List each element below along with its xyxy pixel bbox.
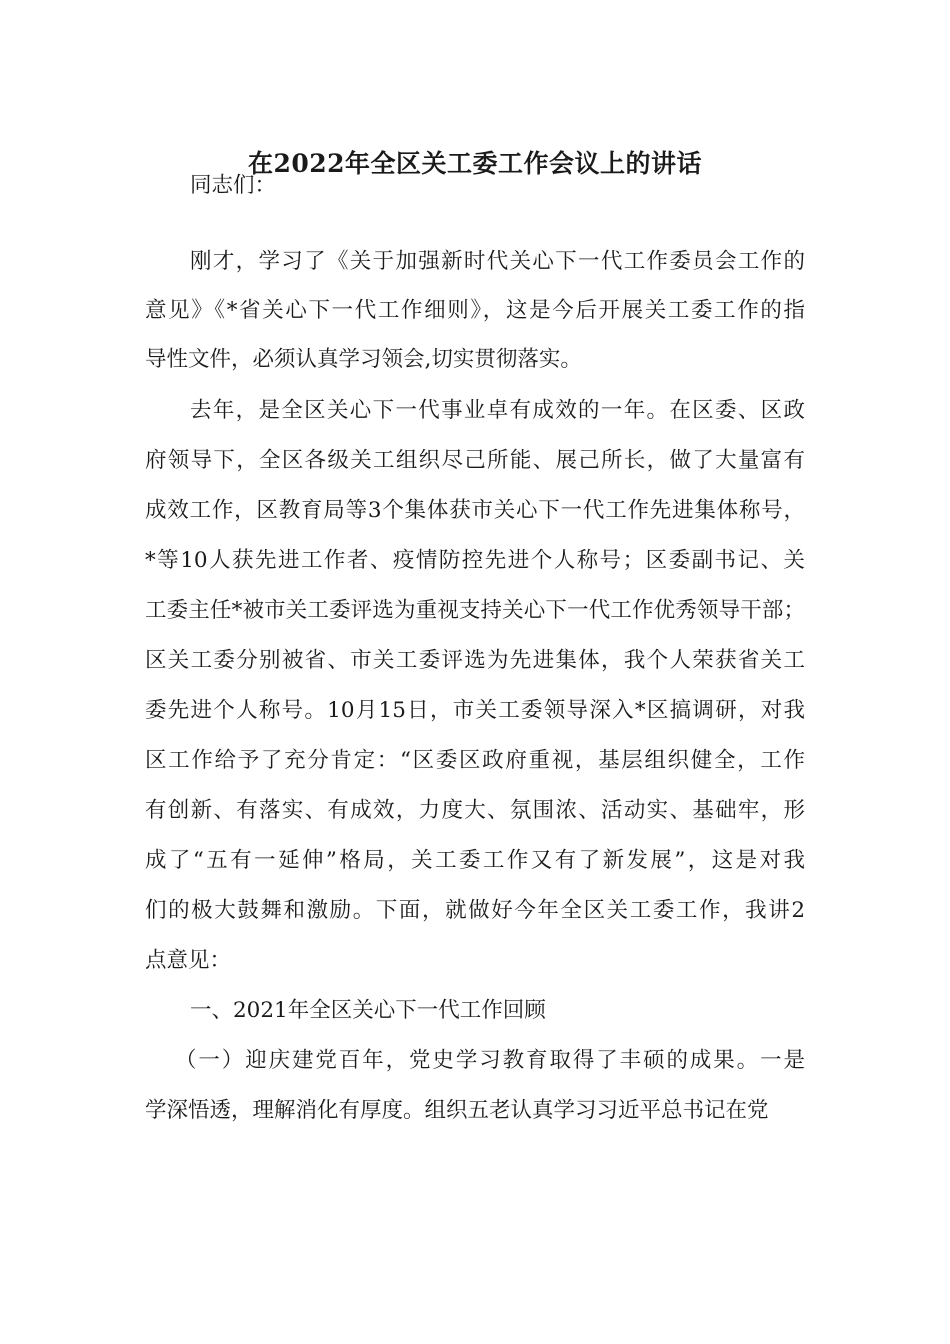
body-line: 成了“五有一延伸”格局，关工委工作又有了新发展”，这是对我 — [145, 848, 805, 873]
body-line: 委先进个人称号。10月15日，市关工委领导深入*区搞调研，对我 — [145, 698, 805, 723]
body-line: 导性文件，必须认真学习领会,切实贯彻落实。 — [145, 347, 582, 372]
body-line: 府领导下，全区各级关工组织尽己所能、展己所长，做了大量富有 — [145, 448, 805, 473]
body-line: 们的极大鼓舞和激励。下面，就做好今年全区关工委工作，我讲2 — [145, 898, 805, 923]
body-line: 区关工委分别被省、市关工委评选为先进集体，我个人荣获省关工 — [145, 648, 805, 673]
salutation-line: 同志们： — [190, 173, 277, 198]
body-line: 点意见： — [145, 948, 232, 973]
body-line: 有创新、有落实、有成效，力度大、氛围浓、活动实、基础牢，形 — [145, 798, 805, 823]
body-line: 成效工作，区教育局等3个集体获市关心下一代工作先进集体称号， — [145, 498, 805, 523]
body-line: 工委主任*被市关工委评选为重视支持关心下一代工作优秀领导干部； — [145, 598, 805, 623]
body-line: 刚才，学习了《关于加强新时代关心下一代工作委员会工作的 — [190, 249, 805, 274]
body-line: 学深悟透，理解消化有厚度。组织五老认真学习习近平总书记在党 — [145, 1098, 769, 1123]
subsection-line: （一）迎庆建党百年，党史学习教育取得了丰硕的成果。一是 — [175, 1048, 805, 1073]
body-line: 去年，是全区关心下一代事业卓有成效的一年。在区委、区政 — [190, 398, 805, 423]
body-line: *等10人获先进工作者、疫情防控先进个人称号；区委副书记、关 — [145, 548, 805, 573]
body-line: 意见》《*省关心下一代工作细则》，这是今后开展关工委工作的指 — [145, 298, 805, 323]
section-heading: 一、2021年全区关心下一代工作回顾 — [190, 998, 546, 1023]
document-title: 在2022年全区关工委工作会议上的讲话 — [247, 149, 703, 178]
body-line: 区工作给予了充分肯定：“区委区政府重视，基层组织健全，工作 — [145, 748, 805, 773]
